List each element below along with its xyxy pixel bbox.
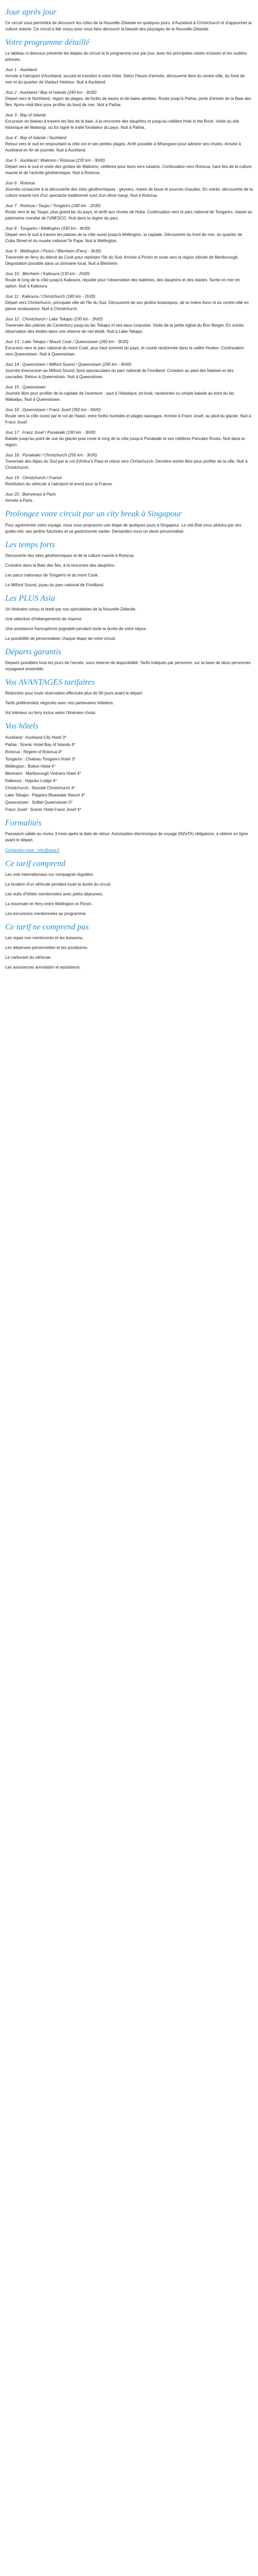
highlights-title: Les temps forts [5,540,55,549]
list-item: La location d'un véhicule pendant toute la durée du circuit. [5,882,112,887]
list-item: Les repas non mentionnés et les boissons. [5,936,84,941]
day-text: Restitution du véhicule à l'aéroport et envol pour la France. [5,482,113,487]
list-item: Une assistance francophone joignable pendant toute la durée de votre séjour. [5,626,147,631]
itinerary-intro: Ce circuit vous permettra de découvrir les côtes de la Nouvelle-Zélande en quelques jours, d'Auckland à Christchurch et d'approcher la culture maorie. Ce circuit a été conçu pour vous faire découvrir la beauté des paysages de la Nouvelle-Zélande. [5,21,252,32]
list-item: Le Milford Sound, joyau du parc national de Fiordland. [5,582,105,587]
plus-title: Les PLUS Asia [5,594,55,603]
plus-list [5,606,253,642]
list-item: Les assurances annulation et assistance. [5,965,81,970]
day-title: Jour 14 : Queenstown / Milford Sound / Queenstown (290 km - 4h00) [5,362,132,367]
day-title: Jour 8 : Tongariro / Wellington (330 km - 4h30) [5,226,90,231]
day-text: Journée libre pour profiter de la capitale de l'aventure : saut à l'élastique, jet boat, randonnée ou simple balade au bord du lac Wakatipu. Nuit à Queenstown. [5,391,234,402]
days-list [5,67,253,504]
day-text: Route le long de la côte jusqu'à Kaikoura, réputée pour l'observation des baleines, des dauphins et des otaries. Sortie en mer en option. Nuit à Kaikoura. [5,278,240,289]
hotels-title: Vos hôtels [5,722,39,731]
list-item: Vol intérieur ou ferry inclus selon l'itinéraire choisi. [5,710,96,716]
hotels-list [5,735,253,813]
contact-link[interactable]: Contactez-nous : info@asia.fr [5,848,60,853]
day-title: Jour 11 : Kaikoura / Christchurch (180 km - 2h30) [5,294,95,299]
advantages-list [5,690,253,716]
singapore-text: Pour agrémenter votre voyage, nous vous proposons une étape de quelques jours à Singapour. La cité-État vous séduira par ses gratte-ciel, ses jardins futuristes et sa gastronomie variée. Demandez-nous un devis personnalisé. [5,522,241,534]
list-item: Réduction pour toute réservation effectuée plus de 90 jours avant le départ. [5,691,143,696]
list-item: Le carburant du véhicule. [5,955,52,960]
day-text: Traversée des plaines de Canterbury jusqu'au lac Tekapo et ses eaux turquoise. Visite de la petite église du Bon Berger. En soirée, observation des étoiles dans une réserve de ciel étoilé. Nuit à Lake Tekapo. [5,323,245,334]
singapore-title: Prolongez votre circuit par un city break à Singapour [5,510,182,519]
day-title: Jour 5 : Auckland / Waitomo / Rotorua (230 km - 3h00) [5,158,105,163]
hotel-line: Lake Tekapo : Peppers Bluewater Resort 4* [5,792,86,798]
included-list [5,872,253,917]
hotel-line: Paihia : Scenic Hotel Bay of Islands 4* [5,742,76,747]
hotel-line: Kaikoura : Hapuku Lodge 4* [5,778,57,783]
included-title: Ce tarif comprend [5,859,66,868]
program-intro: Le tableau ci-dessous présente les étapes du circuit et le programme jour par jour, avec les principales visites incluses et les nuitées prévues. [5,51,247,62]
day-title: Jour 13 : Lake Tekapo / Mount Cook / Queenstown (260 km - 3h30) [5,340,128,345]
list-item: Les parcs nationaux de Tongariro et du mont Cook. [5,572,99,578]
day-title: Jour 17 : Franz Josef / Punakaiki (190 km - 3h00) [5,430,96,435]
list-item: Les excursions mentionnées au programme. [5,911,87,916]
day-title: Jour 7 : Rotorua / Taupo / Tongariro (180 km - 2h30) [5,204,101,209]
list-item: Un itinéraire conçu et testé par nos spécialistes de la Nouvelle-Zélande. [5,606,137,612]
itinerary-page [0,0,258,985]
day-title: Jour 20 : Bienvenue à Paris [5,492,56,497]
list-item: Croisière dans la Baie des Îles, à la rencontre des dauphins. [5,563,116,568]
itinerary-title: Jour après jour [5,8,57,16]
hotel-line: Rotorua : Regent of Rotorua 4* [5,749,62,754]
day-title: Jour 3 : Bay of Islands [5,113,46,118]
hotel-line: Christchurch : Novotel Christchurch 4* [5,785,75,790]
list-item: La traversée en ferry entre Wellington et Picton. [5,901,93,906]
hotel-line: Franz Josef : Scenic Hotel Franz Josef 4* [5,807,82,812]
list-item: Les vols internationaux sur compagnie régulière. [5,872,94,877]
hotel-line: Queenstown : Sofitel Queenstown 5* [5,800,73,805]
list-item: La possibilité de personnaliser chaque étape de votre circuit. [5,636,116,641]
day-text: Journée consacrée à la découverte des sites géothermiques : geysers, mares de boue et sources chaudes. En soirée, découverte de la culture maorie lors d'un spectacle traditionnel suivi d'un dîner hangi. Nuit à Rotorua. [5,187,253,198]
day-text: Excursion en bateau à travers les îles de la baie, à la rencontre des dauphins et jusqu'au célèbre Hole in the Rock. Visite du site historique de Waitangi, où fut signé le traité fondateur du pays. Nuit à Paihia. [5,119,239,130]
day-text: Arrivée à Paris. [5,498,34,503]
day-title: Jour 10 : Blenheim / Kaikoura (130 km - 2h00) [5,272,90,277]
day-title: Jour 9 : Wellington / Picton / Blenheim (Ferry - 3h30) [5,249,102,254]
day-text: Balade jusqu'au point de vue du glacier puis route le long de la côte jusqu'à Punakaiki et ses célèbres Pancake Rocks. Nuit dans la région. [5,436,245,448]
day-title: Jour 6 : Rotorua [5,181,35,186]
day-title: Jour 4 : Bay of Islands / Auckland [5,135,67,141]
day-text: Journée d'excursion au Milford Sound, fjord spectaculaire du parc national de Fiordland. Croisière au pied des falaises et des cascades. Retour à Queenstown. Nuit à Queenstown. [5,368,234,380]
day-title: Jour 16 : Queenstown / Franz Josef (350 km - 5h00) [5,408,101,413]
list-item: Les dépenses personnelles et les pourboires. [5,945,88,951]
day-text: Départ vers le sud et visite des grottes de Waitomo, célèbres pour leurs vers luisants. Continuation vers Rotorua, haut lieu de la culture maorie et de l'activité géothermique. Nuit à Rotorua. [5,164,252,176]
day-text: Route vers la côte ouest par le col de Haast, entre forêts humides et plages sauvages. Arrivée à Franz Josef, au pied du glacier. Nuit à Franz Josef. [5,414,251,425]
formalities-title: Formalités [5,818,42,827]
list-item: Les nuits d'hôtels mentionnées avec petits-déjeuners. [5,891,104,896]
day-text: Traversée des Alpes du Sud par le col d'Arthur's Pass et retour vers Christchurch. Dernière soirée libre pour profiter de la ville. Nuit à Christchurch. [5,459,248,470]
day-text: Départ vers Christchurch, principale ville de l'île du Sud. Découverte de ses jardins botaniques, de la rivière Avon et du centre-ville en pleine renaissance. Nuit à Christchurch. [5,300,249,312]
day-title: Jour 15 : Queenstown [5,385,46,390]
hotel-line: Tongariro : Chateau Tongariro Hotel 3* [5,756,76,761]
list-item: Tarifs préférentiels négociés avec nos partenaires hôteliers. [5,701,114,706]
day-text: Traversée en ferry du détroit de Cook pour rejoindre l'île du Sud. Arrivée à Picton et route vers la région viticole de Marlborough. Dégustation possible dans un domaine local. Nuit à Blenheim. [5,255,239,266]
day-title: Jour 2 : Auckland / Bay of Islands (240 km - 3h30) [5,90,97,95]
hotel-line: Blenheim : Marlborough Vintners Hotel 4* [5,771,82,776]
day-text: Arrivée à l'aéroport d'Auckland, accueil et transfert à votre hôtel. Selon l'heure d'arrivée, découverte libre du centre-ville, du front de mer et du quartier de Viaduct Harbour. Nuit à Auckland. [5,74,245,85]
formalities-text: Passeport valide au moins 3 mois après la date de retour. Autorisation électronique de voyage (NZeTA) obligatoire, à obtenir en ligne avant le départ. [5,831,248,842]
hotel-line: Wellington : Bolton Hotel 4* [5,764,56,769]
hotel-line: Auckland : Auckland City Hotel 3* [5,735,67,740]
program-title: Votre programme détaillé [5,38,90,47]
list-item: Découverte des sites géothermiques et de la culture maorie à Rotorua. [5,553,135,558]
day-text: Départ vers le sud à travers les plaines de la côte ouest jusqu'à Wellington, la capitale. Découverte du front de mer, du quartier de Cuba Street et du musée national Te Papa. Nuit à Wellington. [5,232,243,244]
excluded-title: Ce tarif ne comprend pas [5,922,89,931]
departures-text: Départs possibles tous les jours de l'année, sous réserve de disponibilité. Tarifs indiqués par personne, sur la base de deux personnes voyageant ensemble. [5,660,251,672]
departures-title: Départs garantis [5,647,61,656]
day-text: Départ vers le Northland, région de plages, de forêts de kauris et de baies abritées. Route jusqu'à Paihia, porte d'entrée de la Baie des Îles. Après-midi libre pour profiter du bord de mer. Nuit à Paihia. [5,96,251,108]
day-text: Retour vers le sud en empruntant la côte est et ses petites plages. Arrêt possible à Whangarei pour admirer ses chutes. Arrivée à Auckland en fin de journée. Nuit à Auckland. [5,142,241,153]
excluded-list [5,935,253,971]
day-title: Jour 19 : Christchurch / France [5,476,62,481]
day-text: Excursion vers le parc national du mont Cook, plus haut sommet du pays, et courte randonnée dans la vallée Hooker. Continuation vers Queenstown. Nuit à Queenstown. [5,346,244,357]
day-title: Jour 12 : Christchurch / Lake Tekapo (230 km - 3h00) [5,317,103,322]
highlights-list [5,553,253,588]
advantages-title: Vos AVANTAGES tarifaires [5,678,95,687]
day-text: Route vers le lac Taupo, plus grand lac du pays, et arrêt aux chutes de Huka. Continuation vers le parc national de Tongariro, classé au patrimoine mondial de l'UNESCO. Nuit dans la région du parc. [5,210,252,221]
day-title: Jour 18 : Punakaiki / Christchurch (250 km - 3h30) [5,453,98,458]
list-item: Une sélection d'hébergements de charme. [5,616,83,621]
day-title: Jour 1 : Auckland [5,67,37,73]
